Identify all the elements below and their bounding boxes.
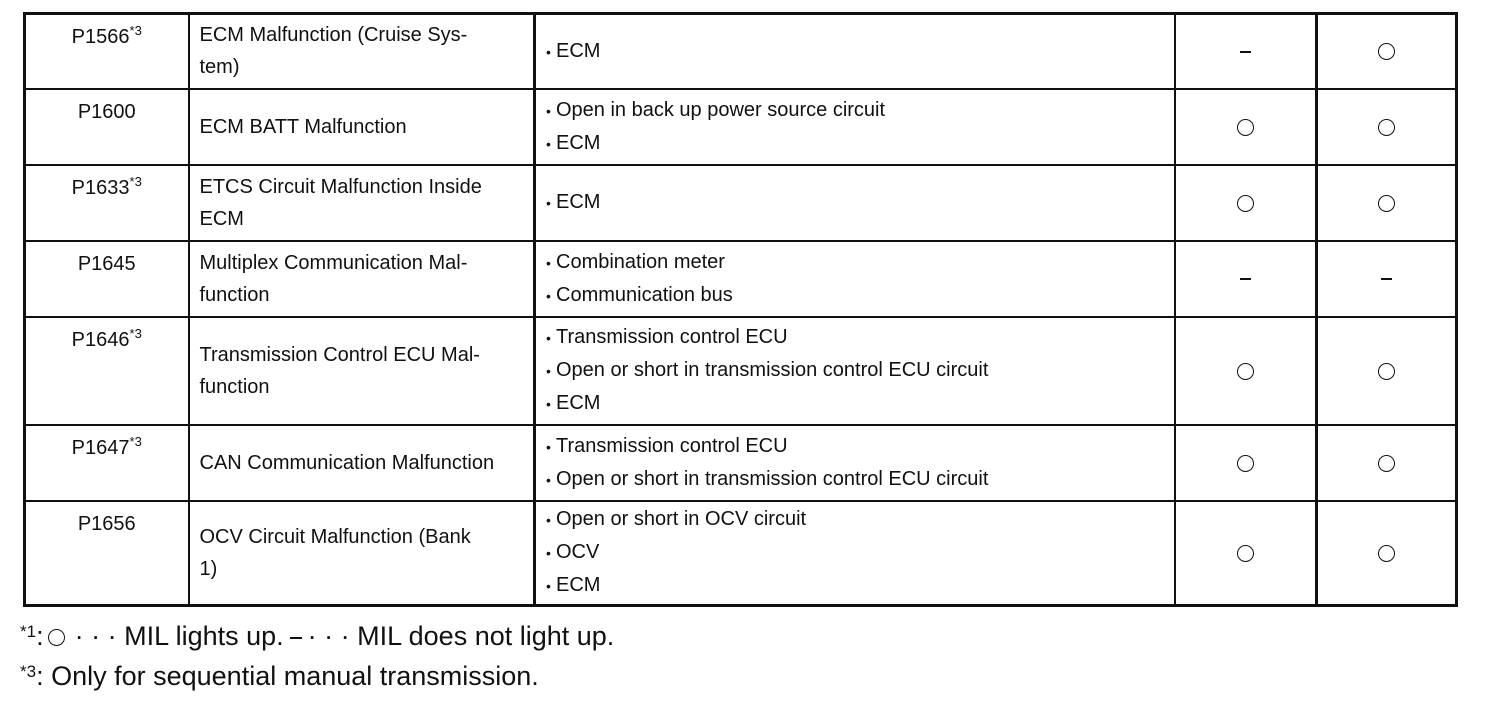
detection-item-text: 1) <box>199 557 218 580</box>
bullet-icon: • <box>546 287 551 304</box>
dtc-code-cell <box>25 317 189 425</box>
trouble-area-text: Open or short in transmission control ECU circuit <box>556 359 989 381</box>
circle-icon <box>1237 455 1254 472</box>
table-row <box>25 317 1457 425</box>
dtc-code-cell <box>25 501 189 606</box>
trouble-area-text: ECM <box>556 39 601 62</box>
trouble-area-item <box>546 186 1174 219</box>
dtc-code: P1656 <box>77 512 136 535</box>
footnotes <box>20 616 614 696</box>
bullet-icon: • <box>546 43 551 60</box>
dtc-code-cell <box>25 241 189 317</box>
detection-item-text: function <box>199 375 270 398</box>
trouble-area-text: Combination meter <box>556 250 725 273</box>
circle-icon <box>1237 363 1254 380</box>
dtc-code-cell <box>25 425 189 501</box>
circle-icon <box>1378 43 1395 60</box>
mil-cell <box>1175 425 1317 501</box>
dtc-code-cell <box>25 89 189 165</box>
detection-item-cell <box>189 425 535 501</box>
detection-item-text: CAN Communication Malfunction <box>199 451 495 474</box>
bullet-icon: • <box>546 254 551 271</box>
bullet-icon: • <box>546 396 551 412</box>
trouble-area-text: OCV <box>556 541 600 564</box>
dtc-code: P1646 <box>71 328 130 351</box>
detection-item-text: function <box>199 283 270 306</box>
trouble-area-item <box>546 35 1174 68</box>
detection-item-cell <box>189 89 535 165</box>
detection-item-cell <box>189 14 535 89</box>
trouble-area-item <box>546 430 1174 463</box>
detection-item-text: ETCS Circuit Malfunction Inside <box>199 175 482 198</box>
bullet-icon: • <box>546 545 551 562</box>
footnote-1 <box>20 616 614 656</box>
dtc-code: P1566 <box>71 26 130 48</box>
dtc-code: P1647 <box>71 436 130 459</box>
dash-icon <box>1240 278 1251 280</box>
memory-cell <box>1317 14 1457 89</box>
trouble-area-text: ECM <box>556 574 601 597</box>
trouble-area-item <box>546 246 1174 279</box>
dash-icon <box>290 637 302 639</box>
trouble-area-text: Transmission control ECU <box>556 434 788 457</box>
trouble-area-text: ECM <box>556 191 601 213</box>
bullet-icon: • <box>546 438 551 455</box>
memory-cell <box>1317 317 1457 425</box>
table-row <box>25 425 1457 501</box>
bullet-icon: • <box>546 363 551 379</box>
bullet-icon: • <box>546 471 551 488</box>
trouble-area-text: Open in back up power source circuit <box>556 98 886 121</box>
bullet-icon: • <box>546 135 551 152</box>
trouble-area-item <box>546 387 1174 420</box>
table-row <box>25 14 1457 89</box>
trouble-area-text: ECM <box>556 392 601 414</box>
memory-cell <box>1317 89 1457 165</box>
dtc-footnote-ref: *3 <box>129 433 142 449</box>
memory-cell <box>1317 165 1457 241</box>
footnote-1-lights-text: · · · MIL lights up. <box>74 621 284 651</box>
trouble-area-cell <box>535 317 1175 425</box>
circle-icon <box>1378 545 1395 562</box>
detection-item-cell <box>189 241 535 317</box>
trouble-area-cell <box>535 425 1175 501</box>
detection-item-cell <box>189 165 535 241</box>
detection-item-text: ECM <box>199 207 244 230</box>
circle-icon <box>48 629 65 646</box>
bullet-icon: • <box>546 102 551 119</box>
bullet-icon: • <box>546 512 551 529</box>
detection-item-cell <box>189 317 535 425</box>
trouble-area-item <box>546 463 1174 496</box>
trouble-area-text: ECM <box>556 131 601 154</box>
dtc-table <box>23 12 1458 607</box>
detection-item-text: OCV Circuit Malfunction (Bank <box>199 525 471 548</box>
trouble-area-item <box>546 503 1174 536</box>
detection-item-text: ECM BATT Malfunction <box>199 115 407 138</box>
mil-cell <box>1175 165 1317 241</box>
footnote-1-mark: *1 <box>20 622 37 641</box>
trouble-area-item <box>546 569 1174 602</box>
trouble-area-text: Open or short in OCV circuit <box>556 508 807 531</box>
footnote-3 <box>20 656 614 696</box>
dtc-footnote-ref: *3 <box>129 173 142 189</box>
mil-cell <box>1175 14 1317 89</box>
bullet-icon: • <box>546 195 551 211</box>
detection-item-text: Multiplex Communication Mal- <box>199 251 468 274</box>
footnote-1-colon: : <box>36 621 44 651</box>
detection-item-text: tem) <box>199 56 240 79</box>
trouble-area-cell <box>535 165 1175 241</box>
dtc-code: P1600 <box>77 100 136 123</box>
dtc-footnote-ref: *3 <box>129 325 142 341</box>
trouble-area-text: Communication bus <box>556 283 733 306</box>
mil-cell <box>1175 89 1317 165</box>
dash-icon <box>1381 278 1392 280</box>
trouble-area-cell <box>535 241 1175 317</box>
circle-icon <box>1237 119 1254 136</box>
memory-cell <box>1317 425 1457 501</box>
circle-icon <box>1237 545 1254 562</box>
dtc-code-cell <box>25 165 189 241</box>
detection-item-cell <box>189 501 535 606</box>
mil-cell <box>1175 241 1317 317</box>
circle-icon <box>1378 363 1395 380</box>
memory-cell <box>1317 241 1457 317</box>
memory-cell <box>1317 501 1457 606</box>
trouble-area-cell <box>535 501 1175 606</box>
table-row <box>25 165 1457 241</box>
dtc-table-body <box>25 14 1457 606</box>
trouble-area-item <box>546 94 1174 127</box>
dtc-code: P1645 <box>77 252 136 275</box>
table-row <box>25 501 1457 606</box>
circle-icon <box>1378 455 1395 472</box>
detection-item-text: Transmission Control ECU Mal- <box>199 343 480 366</box>
detection-item-text: ECM Malfunction (Cruise Sys- <box>199 24 468 47</box>
bullet-icon: • <box>546 330 551 346</box>
mil-cell <box>1175 317 1317 425</box>
dash-icon <box>1240 51 1251 53</box>
circle-icon <box>1378 119 1395 136</box>
dtc-footnote-ref: *3 <box>129 23 142 38</box>
footnote-3-mark: *3 <box>20 662 37 681</box>
trouble-area-item <box>546 279 1174 312</box>
circle-icon <box>1237 195 1254 212</box>
trouble-area-cell <box>535 14 1175 89</box>
footnote-3-text: : Only for sequential manual transmission. <box>36 661 539 691</box>
dtc-code: P1633 <box>71 176 130 199</box>
trouble-area-item <box>546 354 1174 387</box>
footnote-1-no-light-text: · · · MIL does not light up. <box>307 621 615 651</box>
trouble-area-text: Transmission control ECU <box>556 326 788 348</box>
trouble-area-text: Open or short in transmission control ECU circuit <box>556 467 989 490</box>
trouble-area-cell <box>535 89 1175 165</box>
trouble-area-item <box>546 321 1174 354</box>
table-row <box>25 241 1457 317</box>
trouble-area-item <box>546 536 1174 569</box>
dtc-code-cell <box>25 14 189 89</box>
mil-cell <box>1175 501 1317 606</box>
table-row <box>25 89 1457 165</box>
trouble-area-item <box>546 127 1174 160</box>
circle-icon <box>1378 195 1395 212</box>
bullet-icon: • <box>546 578 551 595</box>
